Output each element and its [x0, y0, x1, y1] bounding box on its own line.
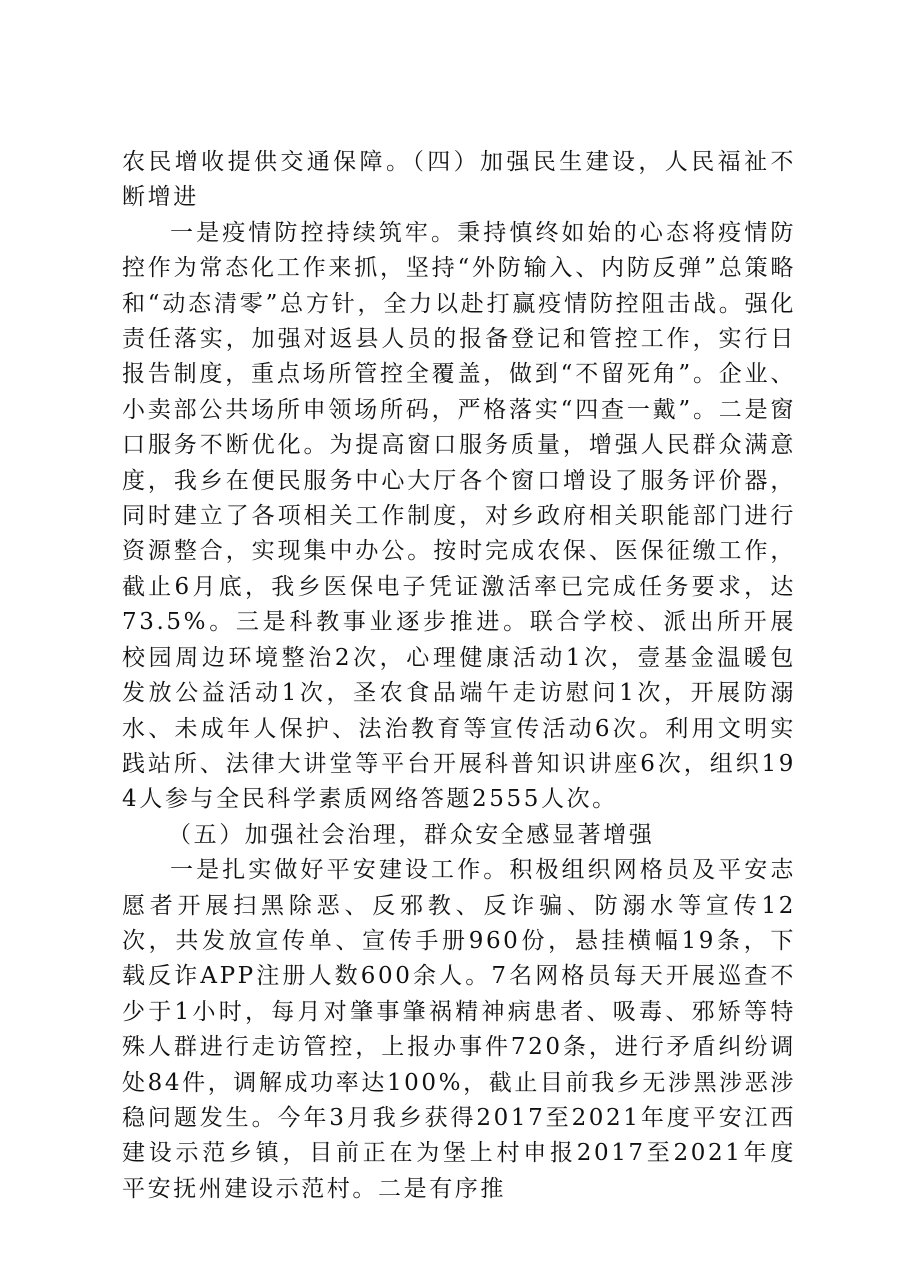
paragraph-livelihood: 一是疫情防控持续筑牢。秉持慎终如始的心态将疫情防控作为常态化工作来抓，坚持“外防输入、内防反弹”总策略和“动态清零”总方针，全力以赴打赢疫情防控阻击战。强化责任落实，加强对返县人员的报备登记和管控工作，实行日报告制度，重点场所管控全覆盖，做到“不留死角”。企业、小卖部公共场所申领场所码，严格落实“四查一戴”。二是窗口服务不断优化。为提高窗口服务质量，增强人民群众满意度，我乡在便民服务中心大厅各个窗口增设了服务评价器，同时建立了各项相关工作制度，对乡政府相关职能部门进行资源整合，实现集中办公。按时完成农保、医保征缴工作，截止6月底，我乡医保电子凭证激活率已完成任务要求，达73.5%。三是科教事业逐步推进。联合学校、派出所开展校园周边环境整治2次，心理健康活动1次，壹基金温暖包发放公益活动1次，圣农食品端午走访慰问1次，开展防溺水、未成年人保护、法治教育等宣传活动6次。利用文明实践站所、法律大讲堂等平台开展科普知识讲座6次，组织194人参与全民科学素质网络答题2555人次。: [122, 219, 796, 813]
section-heading-social-governance: （五）加强社会治理，群众安全感显著增强: [168, 821, 655, 848]
document-body: [122, 145, 796, 1207]
paragraph-intro: 农民增收提供交通保障。（四）加强民生建设，人民福祉不断增进: [122, 149, 796, 211]
paragraph-safety-construction: 一是扎实做好平安建设工作。积极组织网格员及平安志愿者开展扫黑除恶、反邪教、反诈骗、防溺水等宣传12次，共发放宣传单、宣传手册960份，悬挂横幅19条，下载反诈APP注册人数600余人。7名网格员每天开展巡查不少于1小时，每月对肇事肇祸精神病患者、吸毒、邪矫等特殊人群进行走访管控，上报办事件720条，进行矛盾纠纷调处84件，调解成功率达100%，截止目前我乡无涉黑涉恶涉稳问题发生。今年3月我乡获得2017至2021年度平安江西建设示范乡镇，目前正在为堡上村申报2017至2021年度平安抚州建设示范村。二是有序推: [122, 857, 796, 1202]
